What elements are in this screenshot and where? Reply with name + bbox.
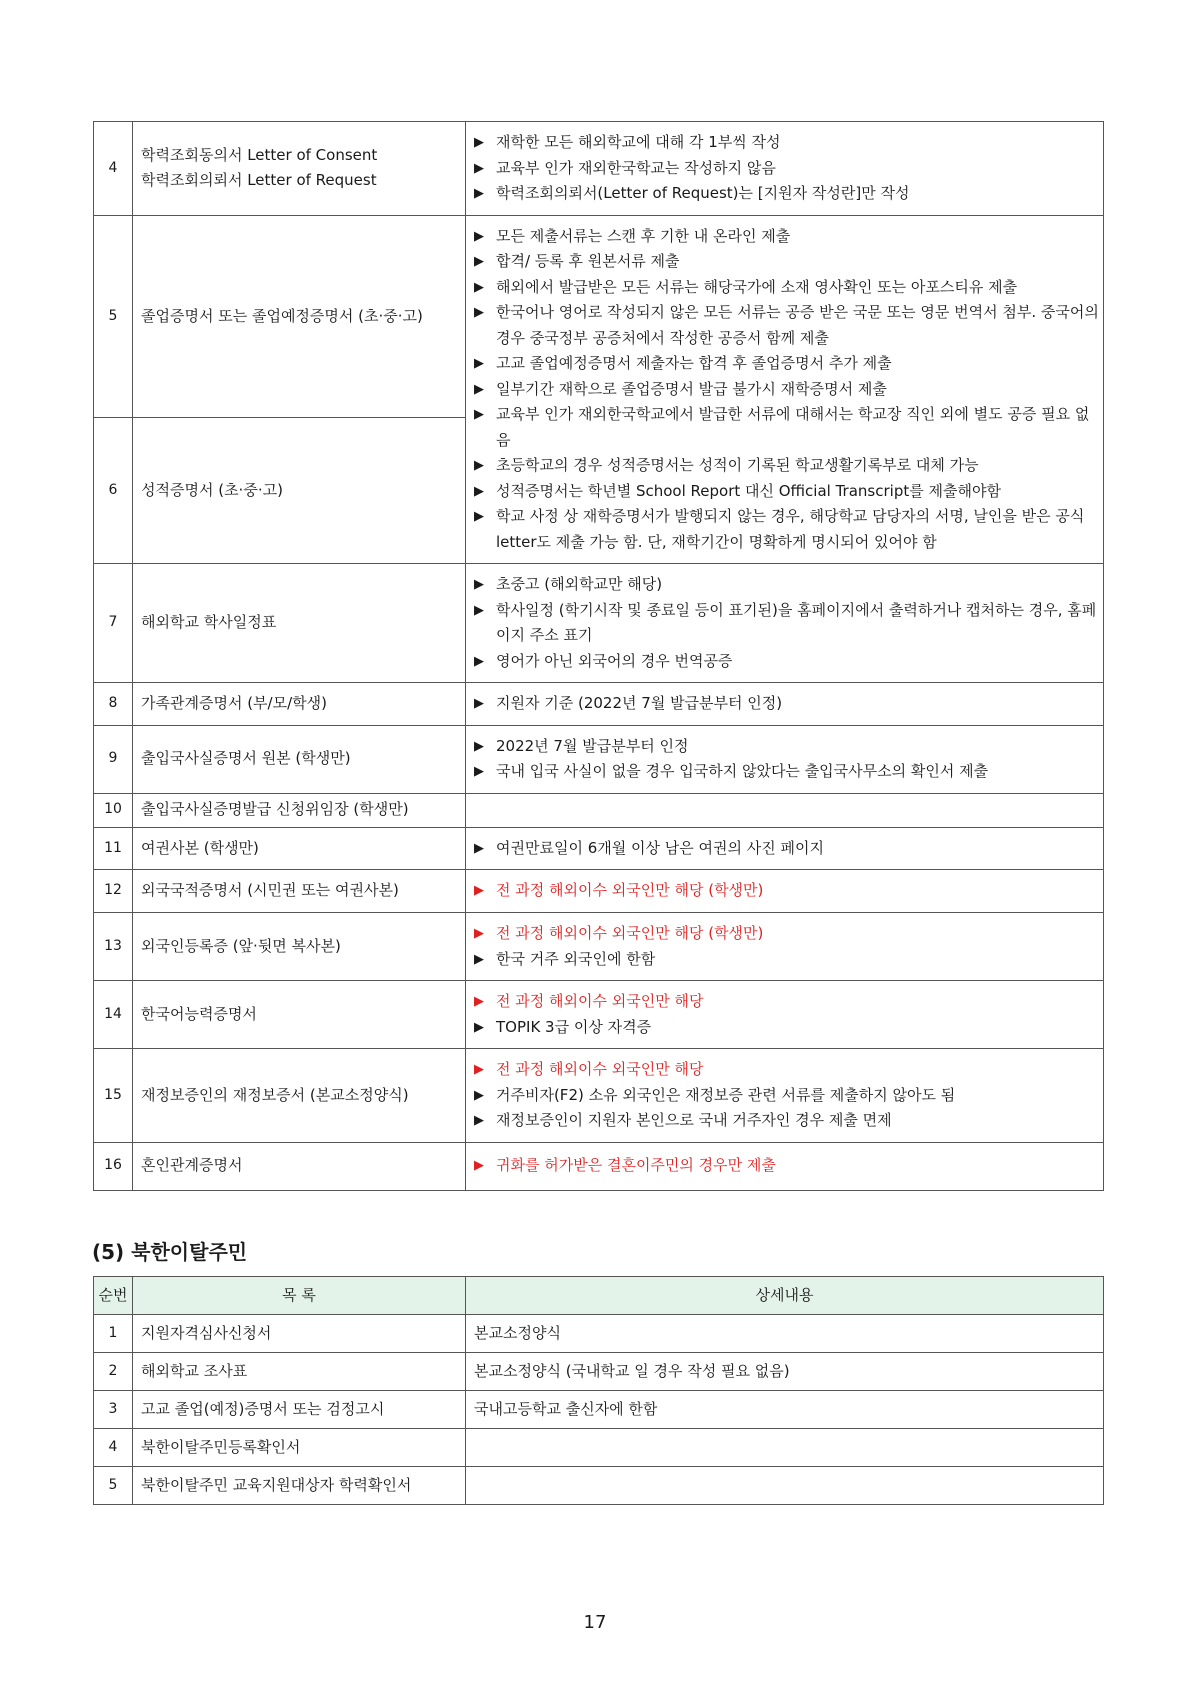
row-number: 14 [94, 981, 133, 1049]
row-number: 8 [94, 683, 133, 726]
detail-item [474, 275, 1099, 301]
detail-item [474, 504, 1099, 555]
table-row [94, 1429, 1104, 1467]
document-name-line: 졸업증명서 또는 졸업예정증명서 (초·중·고) [141, 306, 423, 325]
section-heading: (5) 북한이탈주민 [92, 1240, 248, 1264]
document-name [133, 418, 466, 564]
detail-text: 초중고 (해외학교만 해당) [496, 575, 663, 593]
document-name [133, 215, 466, 418]
document-name [133, 981, 466, 1049]
table-row [94, 1353, 1104, 1391]
row-number: 1 [94, 1315, 133, 1353]
detail-cell [466, 725, 1104, 793]
detail-cell [466, 683, 1104, 726]
detail-text: 귀화를 허가받은 결혼이주민의 경우만 제출 [496, 1156, 776, 1175]
table-header-row [94, 1277, 1104, 1315]
detail-text: 모든 제출서류는 스캔 후 기한 내 온라인 제출 [496, 226, 791, 245]
row-number: 3 [94, 1391, 133, 1429]
document-name [133, 564, 466, 683]
detail-cell [466, 564, 1104, 683]
arrow-icon: ▶ [474, 305, 484, 320]
arrow-icon: ▶ [474, 186, 484, 201]
detail-item [474, 759, 1099, 785]
table-row [94, 981, 1104, 1049]
north-korean-defector-table [93, 1276, 1104, 1505]
document-name-line: 외국인등록증 (앞·뒷면 복사본) [141, 936, 341, 955]
header-list: 목 록 [133, 1277, 466, 1315]
arrow-icon: ▶ [474, 926, 484, 941]
table-row [94, 1315, 1104, 1353]
detail-text: 학력조회의뢰서(Letter of Request)는 [지원자 작성란]만 작성 [496, 184, 910, 202]
document-name-line: 재정보증인의 재정보증서 (본교소정양식) [141, 1085, 409, 1104]
document-name-line: 학력조회동의서 Letter of Consent [141, 145, 378, 164]
detail-text: 2022년 7월 발급분부터 인정 [496, 736, 689, 755]
arrow-icon: ▶ [474, 1113, 484, 1128]
detail-item [474, 453, 1099, 479]
documents-table [93, 121, 1104, 1191]
table-row [94, 725, 1104, 793]
table-row [94, 215, 1104, 418]
document-name [133, 683, 466, 726]
table-row [94, 1049, 1104, 1143]
document-name [133, 827, 466, 870]
detail-item [474, 377, 1099, 403]
detail-cell [466, 1142, 1104, 1190]
detail-item [474, 947, 1099, 973]
row-number: 4 [94, 1429, 133, 1467]
detail-item [474, 479, 1099, 505]
detail-cell [466, 1467, 1104, 1505]
table-row [94, 122, 1104, 216]
detail-cell [466, 981, 1104, 1049]
detail-item [474, 249, 1099, 275]
arrow-icon: ▶ [474, 135, 484, 150]
document-name [133, 725, 466, 793]
detail-cell [466, 1429, 1104, 1467]
header-number: 순번 [94, 1277, 133, 1315]
row-number: 5 [94, 215, 133, 418]
detail-item [474, 130, 1099, 156]
table-row [94, 827, 1104, 870]
detail-text: 학사일정 (학기시작 및 종료일 등이 표기된)을 홈페이지에서 출력하거나 캡처하는 경우, 홈페이지 주소 표기 [496, 600, 1097, 644]
document-name-line: 성적증명서 (초·중·고) [141, 480, 283, 499]
detail-cell [466, 913, 1104, 981]
detail-item [474, 878, 1099, 904]
document-name-line: 외국국적증명서 (시민권 또는 여권사본) [141, 881, 399, 900]
detail-text: 전 과정 해외이수 외국인만 해당 (학생만) [496, 881, 764, 900]
row-number: 4 [94, 122, 133, 216]
detail-item [474, 598, 1099, 649]
arrow-icon: ▶ [474, 160, 484, 176]
detail-text: 여권만료일이 6개월 이상 남은 여권의 사진 페이지 [496, 838, 824, 857]
arrow-icon: ▶ [474, 381, 484, 397]
table-row [94, 1391, 1104, 1429]
arrow-icon: ▶ [474, 356, 484, 371]
document-name: 북한이탈주민등록확인서 [133, 1429, 466, 1467]
arrow-icon: ▶ [474, 577, 484, 592]
arrow-icon: ▶ [474, 1158, 484, 1174]
row-number: 12 [94, 870, 133, 913]
detail-item [474, 691, 1099, 717]
document-name [133, 1049, 466, 1143]
detail-text: 전 과정 해외이수 외국인만 해당 [496, 1060, 704, 1078]
document-name-line: 학력조회의뢰서 Letter of Request [141, 171, 377, 190]
detail-text: 재정보증인이 지원자 본인으로 국내 거주자인 경우 제출 면제 [496, 1111, 892, 1129]
arrow-icon: ▶ [474, 1087, 484, 1103]
arrow-icon: ▶ [474, 254, 484, 269]
document-name: 북한이탈주민 교육지원대상자 학력확인서 [133, 1467, 466, 1505]
arrow-icon: ▶ [474, 458, 484, 473]
detail-cell [466, 122, 1104, 216]
detail-item [474, 351, 1099, 377]
detail-item [474, 181, 1099, 207]
document-name: 해외학교 조사표 [133, 1353, 466, 1391]
arrow-icon: ▶ [474, 764, 484, 779]
document-name: 고교 졸업(예정)증명서 또는 검정고시 [133, 1391, 466, 1429]
document-name [133, 793, 466, 827]
detail-cell [466, 793, 1104, 827]
arrow-icon: ▶ [474, 602, 484, 618]
row-number: 9 [94, 725, 133, 793]
detail-item [474, 734, 1099, 760]
arrow-icon: ▶ [474, 483, 484, 499]
row-number: 10 [94, 793, 133, 827]
arrow-icon: ▶ [474, 228, 484, 244]
row-number: 16 [94, 1142, 133, 1190]
detail-cell [466, 215, 1104, 564]
detail-text: 성적증명서는 학년별 School Report 대신 Official Transcript를 제출해야함 [496, 481, 1001, 500]
detail-text: 고교 졸업예정증명서 제출자는 합격 후 졸업증명서 추가 제출 [496, 354, 892, 372]
detail-item [474, 921, 1099, 947]
detail-item [474, 1153, 1099, 1179]
detail-item [474, 836, 1099, 862]
arrow-icon: ▶ [474, 696, 484, 711]
detail-item [474, 1015, 1099, 1041]
detail-item [474, 300, 1099, 351]
detail-text: 교육부 인가 재외한국학교는 작성하지 않음 [496, 158, 776, 177]
detail-text: 초등학교의 경우 성적증명서는 성적이 기록된 학교생활기록부로 대체 가능 [496, 456, 979, 474]
detail-text: 일부기간 재학으로 졸업증명서 발급 불가시 재학증명서 제출 [496, 379, 887, 398]
detail-item [474, 1083, 1099, 1109]
detail-item [474, 572, 1099, 598]
detail-text: 국내 입국 사실이 없을 경우 입국하지 않았다는 출입국사무소의 확인서 제출 [496, 762, 989, 780]
row-number: 2 [94, 1353, 133, 1391]
arrow-icon: ▶ [474, 840, 484, 856]
document-name-line: 출입국사실증명서 원본 (학생만) [141, 749, 351, 768]
document-name-line: 출입국사실증명발급 신청위임장 (학생만) [141, 800, 409, 819]
detail-text: TOPIK 3급 이상 자격증 [496, 1017, 652, 1036]
document-name-line: 해외학교 학사일정표 [141, 613, 277, 632]
table-row [94, 683, 1104, 726]
table-row [94, 870, 1104, 913]
row-number: 6 [94, 418, 133, 564]
arrow-icon: ▶ [474, 279, 484, 295]
table-row [94, 1142, 1104, 1190]
document-name [133, 870, 466, 913]
detail-text: 전 과정 해외이수 외국인만 해당 [496, 992, 704, 1010]
detail-item [474, 649, 1099, 675]
table-row [94, 913, 1104, 981]
document-name: 지원자격심사신청서 [133, 1315, 466, 1353]
table-row [94, 793, 1104, 827]
detail-item [474, 402, 1099, 453]
document-name-line: 여권사본 (학생만) [141, 838, 259, 857]
arrow-icon: ▶ [474, 883, 484, 899]
header-details: 상세내용 [466, 1277, 1104, 1315]
detail-text: 영어가 아닌 외국어의 경우 번역공증 [496, 651, 733, 670]
detail-item [474, 224, 1099, 250]
detail-text: 교육부 인가 재외한국학교에서 발급한 서류에 대해서는 학교장 직인 외에 별도 공증 필요 없음 [496, 405, 1090, 449]
document-name [133, 1142, 466, 1190]
detail-text: 지원자 기준 (2022년 7월 발급분부터 인정) [496, 694, 783, 712]
document-name-line: 가족관계증명서 (부/모/학생) [141, 694, 327, 712]
arrow-icon: ▶ [474, 407, 484, 422]
document-name-line: 한국어능력증명서 [141, 1004, 257, 1023]
detail-text: 전 과정 해외이수 외국인만 해당 (학생만) [496, 924, 764, 942]
arrow-icon: ▶ [474, 951, 484, 967]
detail-cell: 본교소정양식 [466, 1315, 1104, 1353]
arrow-icon: ▶ [474, 653, 484, 669]
row-number: 15 [94, 1049, 133, 1143]
document-name-line: 혼인관계증명서 [141, 1156, 243, 1175]
page-number: 17 [583, 1612, 607, 1633]
row-number: 5 [94, 1467, 133, 1505]
detail-item [474, 989, 1099, 1015]
detail-text: 해외에서 발급받은 모든 서류는 해당국가에 소재 영사확인 또는 아포스티유 제출 [496, 277, 1018, 296]
detail-cell [466, 870, 1104, 913]
document-name [133, 913, 466, 981]
arrow-icon: ▶ [474, 1019, 484, 1035]
document-name [133, 122, 466, 216]
table-row [94, 564, 1104, 683]
arrow-icon: ▶ [474, 1062, 484, 1077]
detail-text: 한국 거주 외국인에 한함 [496, 949, 656, 968]
detail-cell: 국내고등학교 출신자에 한함 [466, 1391, 1104, 1429]
row-number: 7 [94, 564, 133, 683]
detail-text: 거주비자(F2) 소유 외국인은 재정보증 관련 서류를 제출하지 않아도 됨 [496, 1085, 956, 1104]
detail-cell [466, 1049, 1104, 1143]
arrow-icon: ▶ [474, 509, 484, 524]
detail-text: 학교 사정 상 재학증명서가 발행되지 않는 경우, 해당학교 담당자의 서명, 날인을 받은 공식 letter도 제출 가능 함. 단, 재학기간이 명확하게 명시되어 있어야 함 [496, 507, 1085, 551]
detail-item [474, 1108, 1099, 1134]
detail-item [474, 156, 1099, 182]
arrow-icon: ▶ [474, 738, 484, 754]
row-number: 13 [94, 913, 133, 981]
arrow-icon: ▶ [474, 994, 484, 1009]
detail-cell [466, 827, 1104, 870]
detail-cell: 본교소정양식 (국내학교 일 경우 작성 필요 없음) [466, 1353, 1104, 1391]
detail-text: 재학한 모든 해외학교에 대해 각 1부씩 작성 [496, 133, 781, 151]
detail-item [474, 1057, 1099, 1083]
table-row [94, 1467, 1104, 1505]
detail-text: 한국어나 영어로 작성되지 않은 모든 서류는 공증 받은 국문 또는 영문 번역서 첨부. 중국어의 경우 중국정부 공증처에서 작성한 공증서 함께 제출 [496, 303, 1099, 347]
detail-text: 합격/ 등록 후 원본서류 제출 [496, 252, 680, 270]
row-number: 11 [94, 827, 133, 870]
